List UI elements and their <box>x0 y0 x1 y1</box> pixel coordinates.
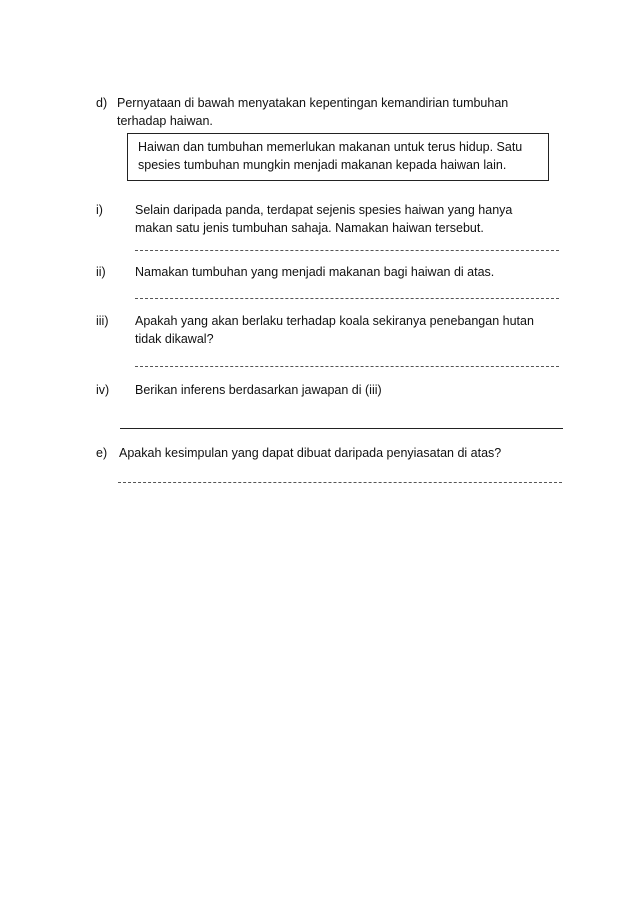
question-i-text-line1: Selain daripada panda, terdapat sejenis spesies haiwan yang hanya <box>135 203 513 217</box>
question-d-text-line2: terhadap haiwan. <box>117 114 213 128</box>
question-ii-text-line1: Namakan tumbuhan yang menjadi makanan bagi haiwan di atas. <box>135 265 495 279</box>
statement-box-line2: spesies tumbuhan mungkin menjadi makanan kepada haiwan lain. <box>138 158 507 172</box>
question-e-label: e) <box>96 446 108 460</box>
question-d-text-line1: Pernyataan di bawah menyatakan kepentingan kemandirian tumbuhan <box>117 96 509 110</box>
question-ii-label: ii) <box>96 265 106 279</box>
answer-line-i[interactable] <box>135 250 559 251</box>
answer-line-iv[interactable] <box>120 428 563 429</box>
question-e-text-line1: Apakah kesimpulan yang dapat dibuat daripada penyiasatan di atas? <box>119 446 502 460</box>
question-iv-text-line1: Berikan inferens berdasarkan jawapan di (iii) <box>135 383 382 397</box>
question-i-text-line2: makan satu jenis tumbuhan sahaja. Namakan haiwan tersebut. <box>135 221 484 235</box>
question-d-label: d) <box>96 96 108 110</box>
statement-box-line1: Haiwan dan tumbuhan memerlukan makanan untuk terus hidup. Satu <box>138 140 523 154</box>
answer-line-e[interactable] <box>118 482 562 483</box>
answer-line-ii[interactable] <box>135 298 559 299</box>
statement-box <box>127 133 549 181</box>
question-iii-text-line2: tidak dikawal? <box>135 332 214 346</box>
question-iii-label: iii) <box>96 314 109 328</box>
question-iii-text-line1: Apakah yang akan berlaku terhadap koala sekiranya penebangan hutan <box>135 314 534 328</box>
question-i-label: i) <box>96 203 103 217</box>
answer-line-iii[interactable] <box>135 366 559 367</box>
question-iv-label: iv) <box>96 383 110 397</box>
